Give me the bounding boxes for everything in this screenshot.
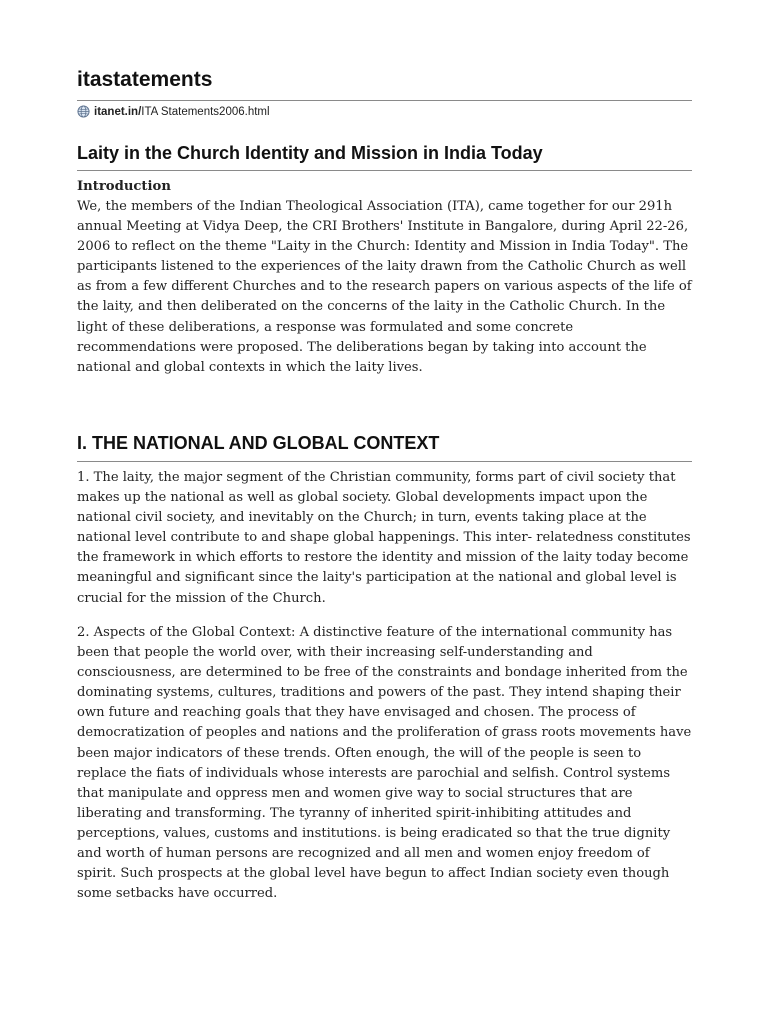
section-heading: I. THE NATIONAL AND GLOBAL CONTEXT xyxy=(77,433,440,453)
header-divider xyxy=(77,100,692,101)
intro-heading: Introduction xyxy=(77,179,171,194)
source-path[interactable]: ITA Statements2006.html xyxy=(141,105,270,118)
intro-paragraph: We, the members of the Indian Theological Association (ITA), came together for our 291h annual Meeting at Vidya Deep, the CRI Brothers' Institute in Bangalore, during April 22-26, 2006 to reflect on the theme "Laity in the Church: Identity and Mission in India Today". The participants listened to the experiences of the laity drawn from the Catholic Church as well as from a few different Churches and to the research papers on various aspects of the life of the laity, and then deliberated on the concerns of the laity in the Catholic Church. In the light of these deliberations, a response was formulated and some concrete recommendations were proposed. The deliberations began by taking into account the national and global contexts in which the laity lives. xyxy=(77,199,692,375)
globe-icon xyxy=(77,105,90,118)
document-title: Laity in the Church Identity and Mission in India Today xyxy=(77,143,543,163)
section-divider xyxy=(77,461,692,462)
paragraph-2: 2. Aspects of the Global Context: A distinctive feature of the international community has been that people the world over, with their increasing self-understanding and consciousness, are determined to be free of the constraints and bondage inherited from the dominating systems, cultures, traditions and powers of the past. They intend shaping their own future and reaching goals that they have envisaged and chosen. The process of democratization of peoples and nations and the proliferation of grass roots movements have been major indicators of these trends. Often enough, the will of the people is seen to replace the fiats of individuals whose interests are parochial and selfish. Control systems that manipulate and oppress men and women give way to social structures that are liberating and transforming. The tyranny of inherited spirit-inhibiting attitudes and perceptions, values, customs and institutions. is being eradicated so that the true dignity and worth of human persons are recognized and all men and women enjoy freedom of spirit. Such prospects at the global level have begun to affect Indian society even though some setbacks have occurred. xyxy=(77,625,692,902)
title-divider xyxy=(77,170,692,171)
site-title: itastatements xyxy=(77,68,213,91)
source-domain[interactable]: itanet.in/ xyxy=(94,105,142,118)
source-link[interactable] xyxy=(77,105,270,118)
paragraph-1: 1. The laity, the major segment of the Christian community, forms part of civil society that makes up the national as well as global society. Global developments impact upon the national civil society, and inevitably on the Church; in turn, events taking place at the national level contribute to and shape global happenings. This inter- relatedness constitutes the framework in which efforts to restore the identity and mission of the laity today become meaningful and significant since the laity's participation at the national and global level is crucial for the mission of the Church. xyxy=(77,470,691,606)
